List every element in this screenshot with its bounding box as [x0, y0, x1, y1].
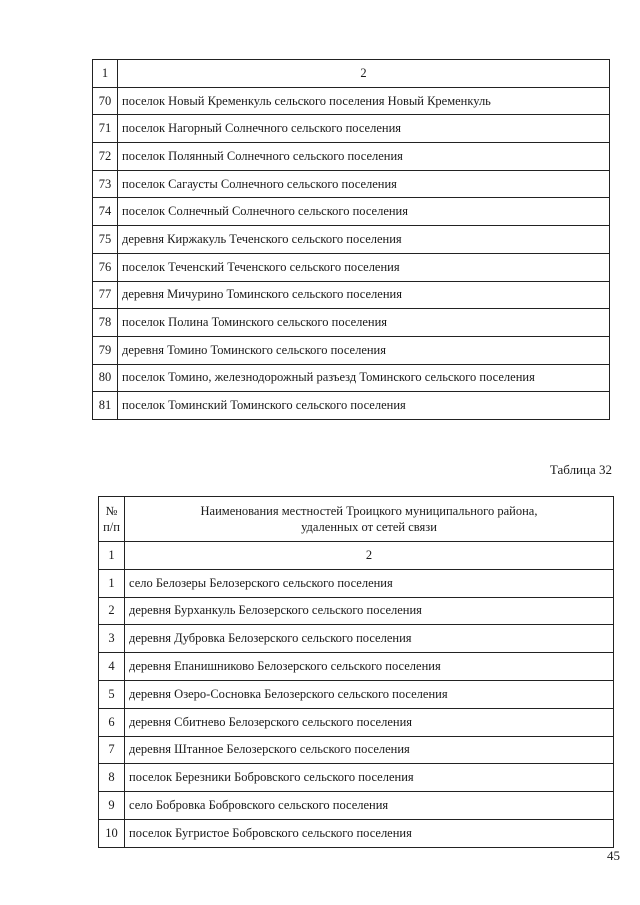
locality-name: деревня Киржакуль Теченского сельского поселения: [118, 226, 610, 254]
table-row: [93, 170, 610, 198]
table-row: [99, 819, 614, 847]
row-number: 78: [93, 309, 118, 337]
row-number: 10: [99, 819, 125, 847]
locality-name: деревня Епанишниково Белозерского сельского поселения: [125, 653, 614, 681]
locality-name: поселок Сагаусты Солнечного сельского поселения: [118, 170, 610, 198]
row-number: 81: [93, 392, 118, 420]
table-row: [99, 792, 614, 820]
row-number: 6: [99, 708, 125, 736]
table-row: [99, 680, 614, 708]
table-row: [99, 597, 614, 625]
locality-name: поселок Томино, железнодорожный разъезд Томинского сельского поселения: [118, 364, 610, 392]
row-number: 76: [93, 253, 118, 281]
locality-name: деревня Бурханкуль Белозерского сельского поселения: [125, 597, 614, 625]
page-number: 45: [607, 848, 620, 863]
row-number: 4: [99, 653, 125, 681]
column-number-1: 1: [99, 542, 125, 570]
table-row: [93, 336, 610, 364]
row-number: 2: [99, 597, 125, 625]
column-number-2: 2: [118, 60, 610, 88]
column-number-row: [93, 60, 610, 88]
table-row: [93, 309, 610, 337]
row-number: 8: [99, 764, 125, 792]
table-row: [99, 764, 614, 792]
table-body: [99, 497, 614, 848]
table-row: [99, 708, 614, 736]
row-number: 9: [99, 792, 125, 820]
table-row: [93, 87, 610, 115]
row-number: 74: [93, 198, 118, 226]
table-caption: Таблица 32: [549, 462, 612, 477]
number-header-line1: №: [105, 504, 118, 518]
row-number: 71: [93, 115, 118, 143]
locality-name: деревня Мичурино Томинского сельского поселения: [118, 281, 610, 309]
table-row: [99, 653, 614, 681]
name-header-line2: удаленных от сетей связи: [301, 520, 437, 534]
table-row: [99, 736, 614, 764]
table-body: [93, 60, 610, 420]
locality-name: поселок Томинский Томинского сельского поселения: [118, 392, 610, 420]
name-header-line1: Наименования местностей Троицкого муниципального района,: [200, 504, 538, 518]
locality-name: деревня Озеро-Сосновка Белозерского сельского поселения: [125, 680, 614, 708]
table-row: [93, 115, 610, 143]
locality-name: деревня Дубровка Белозерского сельского поселения: [125, 625, 614, 653]
row-number: 73: [93, 170, 118, 198]
locality-name: поселок Новый Кременкуль сельского поселения Новый Кременкуль: [118, 87, 610, 115]
column-number-2: 2: [125, 542, 614, 570]
column-number-row: [99, 542, 614, 570]
row-number: 70: [93, 87, 118, 115]
table-row: [99, 569, 614, 597]
locality-name: поселок Бугристое Бобровского сельского поселения: [125, 819, 614, 847]
table-row: [93, 392, 610, 420]
row-number: 72: [93, 143, 118, 171]
row-number: 80: [93, 364, 118, 392]
locality-name: поселок Нагорный Солнечного сельского поселения: [118, 115, 610, 143]
table-heading-row: [99, 497, 614, 542]
number-column-header: [99, 497, 125, 542]
row-number: 79: [93, 336, 118, 364]
table-row: [93, 198, 610, 226]
locality-name: село Бобровка Бобровского сельского поселения: [125, 792, 614, 820]
locality-name: село Белозеры Белозерского сельского поселения: [125, 569, 614, 597]
table-row: [93, 364, 610, 392]
row-number: 75: [93, 226, 118, 254]
number-header-line2: п/п: [103, 520, 120, 534]
locality-name: поселок Солнечный Солнечного сельского поселения: [118, 198, 610, 226]
row-number: 5: [99, 680, 125, 708]
table-row: [93, 281, 610, 309]
localities-table-continued: [92, 59, 610, 420]
locality-name: поселок Полянный Солнечного сельского поселения: [118, 143, 610, 171]
row-number: 1: [99, 569, 125, 597]
locality-name: поселок Березники Бобровского сельского поселения: [125, 764, 614, 792]
locality-name: поселок Теченский Теченского сельского поселения: [118, 253, 610, 281]
table-row: [93, 226, 610, 254]
table-row: [93, 143, 610, 171]
row-number: 77: [93, 281, 118, 309]
locality-name: деревня Томино Томинского сельского поселения: [118, 336, 610, 364]
row-number: 7: [99, 736, 125, 764]
row-number: 3: [99, 625, 125, 653]
locality-name: деревня Штанное Белозерского сельского поселения: [125, 736, 614, 764]
locality-name: поселок Полина Томинского сельского поселения: [118, 309, 610, 337]
table-row: [93, 253, 610, 281]
troitsky-localities-table: [98, 496, 614, 848]
name-column-header: [125, 497, 614, 542]
locality-name: деревня Сбитнево Белозерского сельского поселения: [125, 708, 614, 736]
table-row: [99, 625, 614, 653]
column-number-1: 1: [93, 60, 118, 88]
